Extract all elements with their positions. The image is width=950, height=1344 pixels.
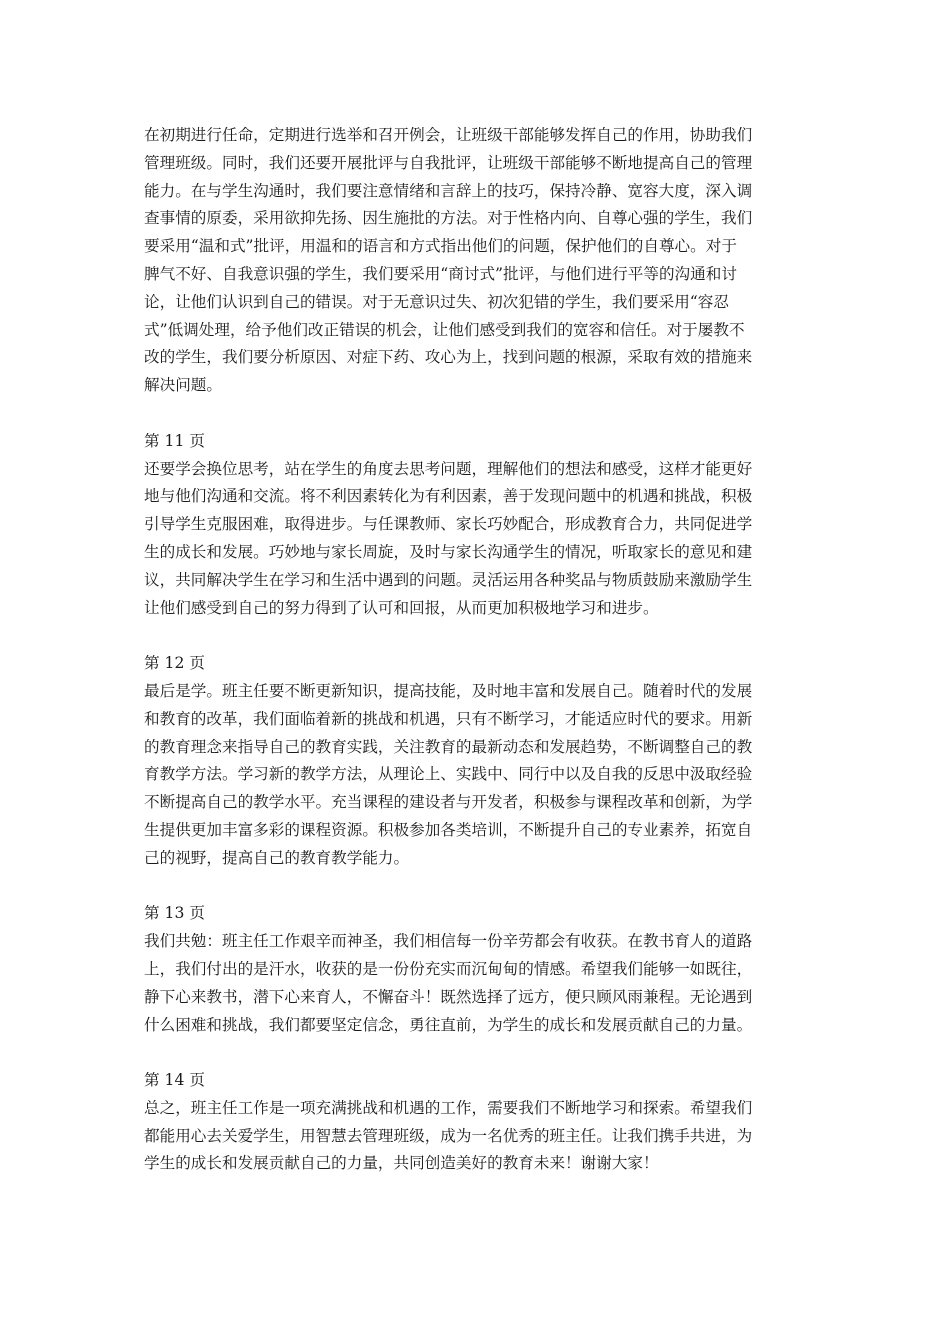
section-page-14 [144,1067,814,1178]
page-label: 第 14 页 [144,1071,205,1090]
section-paragraph: 我们共勉：班主任工作艰辛而神圣，我们相信每一份辛劳都会有收获。在教书育人的道路 上，我们付出的是汗水，收获的是一份份充实而沉甸甸的情感。希望我们能够一如既往， 静下心来教书，潜下心来育人，不懈奋斗！既然选择了远方，便只顾风雨兼程。无论遇到 什么困难和挑战，我们都要坚定信念，勇往直前，为学生的成长和发展贡献自己的力量。 [144,932,753,1034]
page-label: 第 12 页 [144,654,205,673]
section-page-12 [144,650,814,872]
section-page-11 [144,428,814,623]
section-paragraph: 还要学会换位思考，站在学生的角度去思考问题，理解他们的想法和感受，这样才能更好 地与他们沟通和交流。将不利因素转化为有利因素，善于发现问题中的机遇和挑战，积极 引导学生克服困难，取得进步。与任课教师、家长巧妙配合，形成教育合力，共同促进学 生的成长和发展。巧妙地与家长周旋，及时与家长沟通学生的情况，听取家长的意见和建 议，共同解决学生在学习和生活中遇到的问题。灵活运用各种奖品与物质鼓励来激励学生 让他们感受到自己的努力得到了认可和回报，从而更加积极地学习和进步。 [144,459,753,617]
section-paragraph: 最后是学。班主任要不断更新知识，提高技能，及时地丰富和发展自己。随着时代的发展 和教育的改革，我们面临着新的挑战和机遇，只有不断学习，才能适应时代的要求。用新 的教育理念来指导自己的教育实践，关注教育的最新动态和发展趋势，不断调整自己的教 育教学方法。学习新的教学方法，从理论上、实践中、同行中以及自我的反思中汲取经验 不断提高自己的教学水平。充当课程的建设者与开发者，积极参与课程改革和创新，为学 生提供更加丰富多彩的课程资源。积极参加各类培训，不断提升自己的专业素养，拓宽自 己的视野，提高自己的教育教学能力。 [144,681,753,867]
page-label: 第 11 页 [144,431,205,450]
section-page-13 [144,900,814,1039]
document-body [144,122,814,1178]
section-paragraph: 总之，班主任工作是一项充满挑战和机遇的工作，需要我们不断地学习和探索。希望我们 都能用心去关爱学生，用智慧去管理班级，成为一名优秀的班主任。让我们携手共进，为 学生的成长和发展贡献自己的力量，共同创造美好的教育未来！谢谢大家！ [144,1098,753,1173]
intro-paragraph: 在初期进行任命，定期进行选举和召开例会，让班级干部能够发挥自己的作用，协助我们 管理班级。同时，我们还要开展批评与自我批评，让班级干部能够不断地提高自己的管理 能力。在与学生沟通时，我们要注意情绪和言辞上的技巧，保持冷静、宽容大度，深入调 查事情的原委，采用欲抑先扬、因生施批的方法。对于性格内向、自尊心强的学生，我们 要采用“温和式”批评，用温和的语言和方式指出他们的问题，保护他们的自尊心。对于 脾气不好、自我意识强的学生，我们要采用“商讨式”批评，与他们进行平等的沟通和讨 论，让他们认识到自己的错误。对于无意识过失、初次犯错的学生，我们要采用“容忍 式”低调处理，给予他们改正错误的机会，让他们感受到我们的宽容和信任。对于屡教不 改的学生，我们要分析原因、对症下药、攻心为上，找到问题的根源，采取有效的措施来 解决问题。 [144,126,753,395]
page-label: 第 13 页 [144,904,205,923]
